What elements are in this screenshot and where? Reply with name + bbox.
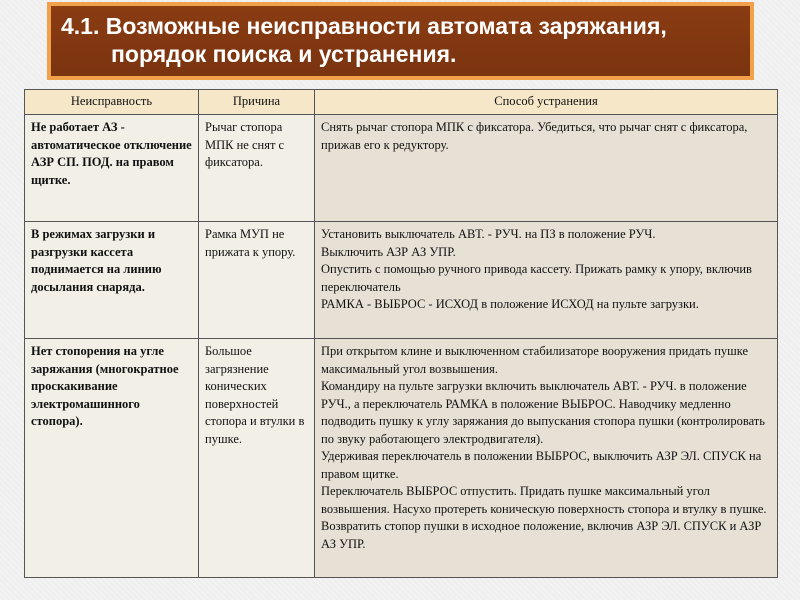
cause-cell: Рычаг стопора МПК не снят с фиксатора. — [199, 115, 315, 222]
fix-cell — [315, 222, 778, 339]
fix-line: Командиру на пульте загрузки включить выключатель АВТ. - РУЧ. в положение РУЧ., а переключатель РАМКА в положение ВЫБРОС. Наводчику медленно подводить пушку к углу заряжания до выпускания стопора пушки (контролировать по звуку работающего электродвигателя). — [321, 379, 765, 446]
fix-line: Выключить АЗР АЗ УПР. — [321, 244, 456, 259]
fix-line: Удерживая переключатель в положении ВЫБРОС, выключить АЗР ЭЛ. СПУСК на правом щитке. — [321, 449, 762, 481]
faults-table — [24, 89, 778, 578]
fix-cell — [315, 115, 778, 222]
title-banner — [47, 2, 754, 80]
fix-line: При открытом клине и выключенном стабилизаторе вооружения придать пушке максимальный угол возвышения. — [321, 344, 749, 376]
cause-cell: Большое загрязнение конических поверхностей стопора и втулки в пушке. — [199, 339, 315, 578]
header-fault: Неисправность — [25, 90, 199, 115]
fix-line: Переключатель ВЫБРОС отпустить. Придать пушке максимальный угол возвышения. Насухо протереть коническую поверхность стопора и втулку в пушке. Возвратить стопор пушки в исходное положение, включив АЗР ЭЛ. СПУСК и АЗР АЗ УПР. — [321, 484, 767, 551]
fix-line: Опустить с помощью ручного привода кассету. Прижать рамку к упору, включив переключатель — [321, 262, 752, 294]
header-fix: Способ устранения — [315, 90, 778, 115]
fix-line: РАМКА - ВЫБРОС - ИСХОД в положение ИСХОД на пульте загрузки. — [321, 297, 699, 311]
cause-cell: Рамка МУП не прижата к упору. — [199, 222, 315, 339]
title-box — [51, 6, 750, 76]
fix-line: Снять рычаг стопора МПК с фиксатора. Убедиться, что рычаг снят с фиксатора, прижав его к редуктору. — [321, 120, 748, 152]
table-row — [25, 115, 778, 222]
table-header-row — [25, 90, 778, 115]
table-row — [25, 222, 778, 339]
title-line-2: порядок поиска и устранения. — [111, 41, 457, 67]
fault-cell: Не работает АЗ - автоматическое отключение АЗР СП. ПОД. на правом щитке. — [25, 115, 199, 222]
header-cause: Причина — [199, 90, 315, 115]
fix-line: Установить выключатель АВТ. - РУЧ. на ПЗ в положение РУЧ. — [321, 227, 656, 241]
title-line-1: 4.1. Возможные неисправности автомата заряжания, — [61, 13, 667, 39]
fault-cell: В режимах загрузки и разгрузки кассета поднимается на линию досылания снаряда. — [25, 222, 199, 339]
table-row — [25, 339, 778, 578]
fault-cell: Нет стопорения на угле заряжания (многократное проскакивание электромашинного стопора). — [25, 339, 199, 578]
fix-cell — [315, 339, 778, 578]
